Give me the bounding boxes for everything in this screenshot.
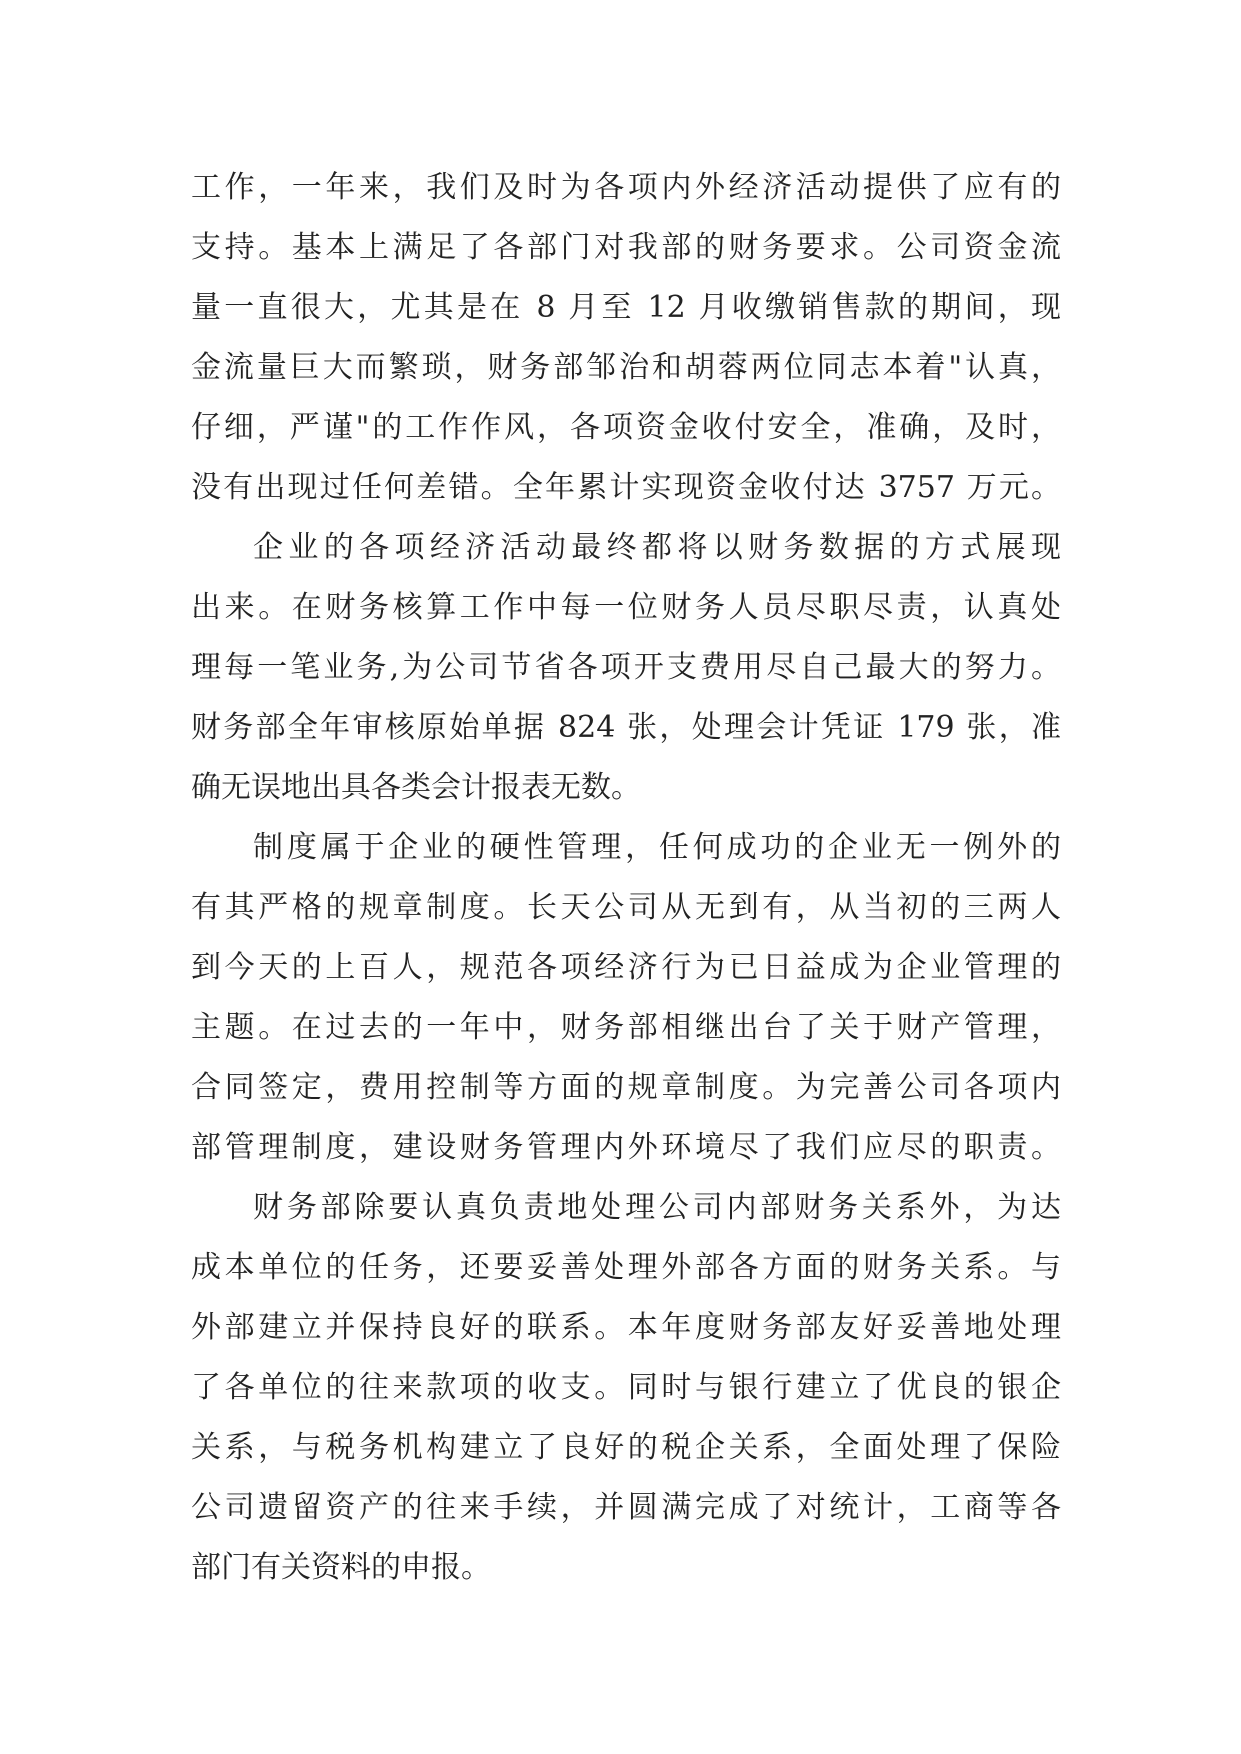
text-line: 到今天的上百人，规范各项经济行为已日益成为企业管理的 bbox=[191, 950, 1061, 985]
text-line: 确无误地出具各类会计报表无数。 bbox=[191, 770, 641, 805]
text-line: 企业的各项经济活动最终都将以财务数据的方式展现 bbox=[253, 530, 1061, 565]
text-line: 没有出现过任何差错。全年累计实现资金收付达 3757 万元。 bbox=[191, 470, 1061, 505]
text-line: 部门有关资料的申报。 bbox=[191, 1550, 491, 1585]
text-line: 主题。在过去的一年中，财务部相继出台了关于财产管理， bbox=[191, 1010, 1061, 1045]
text-line: 成本单位的任务，还要妥善处理外部各方面的财务关系。与 bbox=[191, 1250, 1061, 1285]
text-line: 外部建立并保持良好的联系。本年度财务部友好妥善地处理 bbox=[191, 1310, 1061, 1345]
text-line: 了各单位的往来款项的收支。同时与银行建立了优良的银企 bbox=[191, 1370, 1061, 1405]
text-line: 财务部除要认真负责地处理公司内部财务关系外，为达 bbox=[253, 1190, 1061, 1225]
text-line: 有其严格的规章制度。长天公司从无到有，从当初的三两人 bbox=[191, 890, 1061, 925]
text-line: 金流量巨大而繁琐，财务部邹治和胡蓉两位同志本着"认真， bbox=[191, 350, 1061, 385]
document-body bbox=[191, 158, 1061, 1598]
text-line: 制度属于企业的硬性管理，任何成功的企业无一例外的 bbox=[253, 830, 1061, 865]
text-line: 财务部全年审核原始单据 824 张，处理会计凭证 179 张，准 bbox=[191, 710, 1061, 745]
text-line: 部管理制度，建设财务管理内外环境尽了我们应尽的职责。 bbox=[191, 1130, 1061, 1165]
text-line: 关系，与税务机构建立了良好的税企关系，全面处理了保险 bbox=[191, 1430, 1061, 1465]
text-line: 支持。基本上满足了各部门对我部的财务要求。公司资金流 bbox=[191, 230, 1061, 265]
text-line: 合同签定，费用控制等方面的规章制度。为完善公司各项内 bbox=[191, 1070, 1061, 1105]
text-line: 仔细，严谨"的工作作风，各项资金收付安全，准确，及时， bbox=[191, 410, 1061, 445]
text-line: 量一直很大，尤其是在 8 月至 12 月收缴销售款的期间，现 bbox=[191, 290, 1061, 325]
text-line: 工作，一年来，我们及时为各项内外经济活动提供了应有的 bbox=[191, 170, 1061, 205]
text-line: 理每一笔业务,为公司节省各项开支费用尽自己最大的努力。 bbox=[191, 650, 1061, 685]
text-line: 公司遗留资产的往来手续，并圆满完成了对统计，工商等各 bbox=[191, 1490, 1061, 1525]
text-line: 出来。在财务核算工作中每一位财务人员尽职尽责，认真处 bbox=[191, 590, 1061, 625]
